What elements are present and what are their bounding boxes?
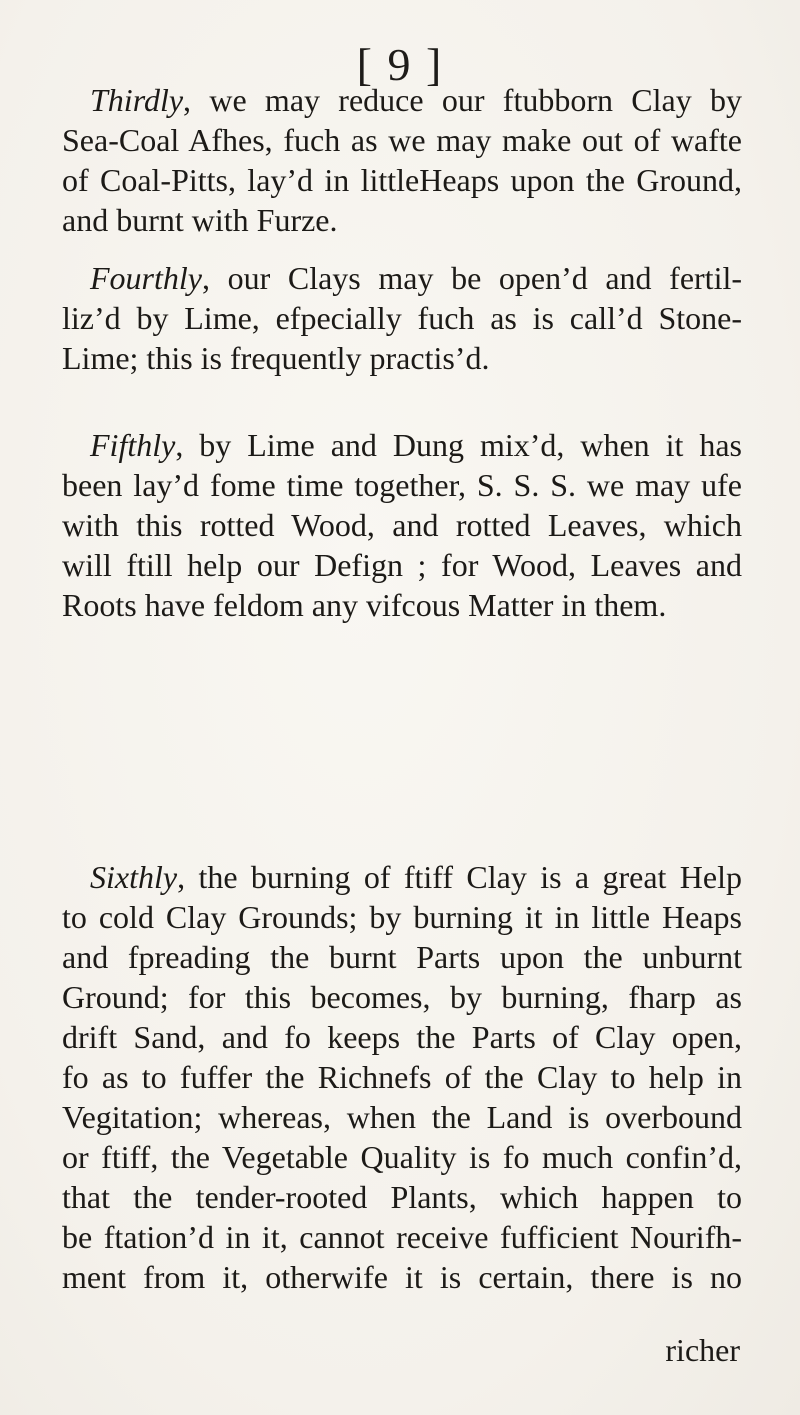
line-text: , by Lime and Dung mix’d, when it has	[175, 427, 742, 463]
paragraph-line: that the tender-rooted Plants, which happen to	[62, 1179, 742, 1215]
paragraph-line: with this rotted Wood, and rotted Leaves, which	[62, 507, 742, 543]
paragraph-line	[90, 258, 742, 298]
paragraph-line: Lime; this is frequently practis’d.	[62, 340, 490, 376]
page-number: [ 9 ]	[356, 39, 444, 90]
paragraph-lead: Thirdly	[90, 82, 184, 118]
paragraph-line: be ftation’d in it, cannot receive fufficient Nourifh-	[62, 1219, 742, 1255]
paragraph-lead: Sixthly	[90, 859, 178, 895]
paragraph-line: drift Sand, and fo keeps the Parts of Clay open,	[62, 1019, 742, 1055]
paragraph-line: of Coal-Pitts, lay’d in littleHeaps upon the Ground,	[62, 162, 742, 198]
paragraph-line: will ftill help our Defign ; for Wood, Leaves and	[62, 547, 742, 583]
paragraph-line: and fpreading the burnt Parts upon the unburnt	[62, 939, 742, 975]
paragraph-line: liz’d by Lime, efpecially fuch as is call’d Stone-	[62, 300, 742, 336]
paragraph-line: ment from it, otherwife it is certain, there is no	[62, 1259, 742, 1295]
paragraph-line	[90, 425, 742, 465]
paragraph-line	[90, 857, 742, 897]
paragraph-line	[90, 80, 742, 120]
paragraph-line: been lay’d fome time together, S. S. S. we may ufe	[62, 467, 742, 503]
paragraph-lead: Fifthly	[90, 427, 176, 463]
line-text: , the burning of ftiff Clay is a great Help	[177, 859, 742, 895]
paragraph-line: or ftiff, the Vegetable Quality is fo much confin’d,	[62, 1139, 742, 1175]
paragraph-line: and burnt with Furze.	[62, 202, 338, 238]
paragraph-lead: Fourthly	[90, 260, 202, 296]
catchword: richer	[665, 1332, 740, 1368]
paragraph-line: Sea-Coal Afhes, fuch as we may make out of wafte	[62, 122, 742, 158]
paragraph-line: fo as to fuffer the Richnefs of the Clay to help in	[62, 1059, 742, 1095]
paragraph-line: Ground; for this becomes, by burning, fharp as	[62, 979, 742, 1015]
paragraph-line: Vegitation; whereas, when the Land is overbound	[62, 1099, 742, 1135]
paragraph-line: Roots have feldom any vifcous Matter in them.	[62, 587, 667, 623]
line-text: , we may reduce our ftubborn Clay by	[183, 82, 742, 118]
line-text: , our Clays may be open’d and fertil-	[201, 260, 742, 296]
paragraph-line: to cold Clay Grounds; by burning it in little Heaps	[62, 899, 742, 935]
